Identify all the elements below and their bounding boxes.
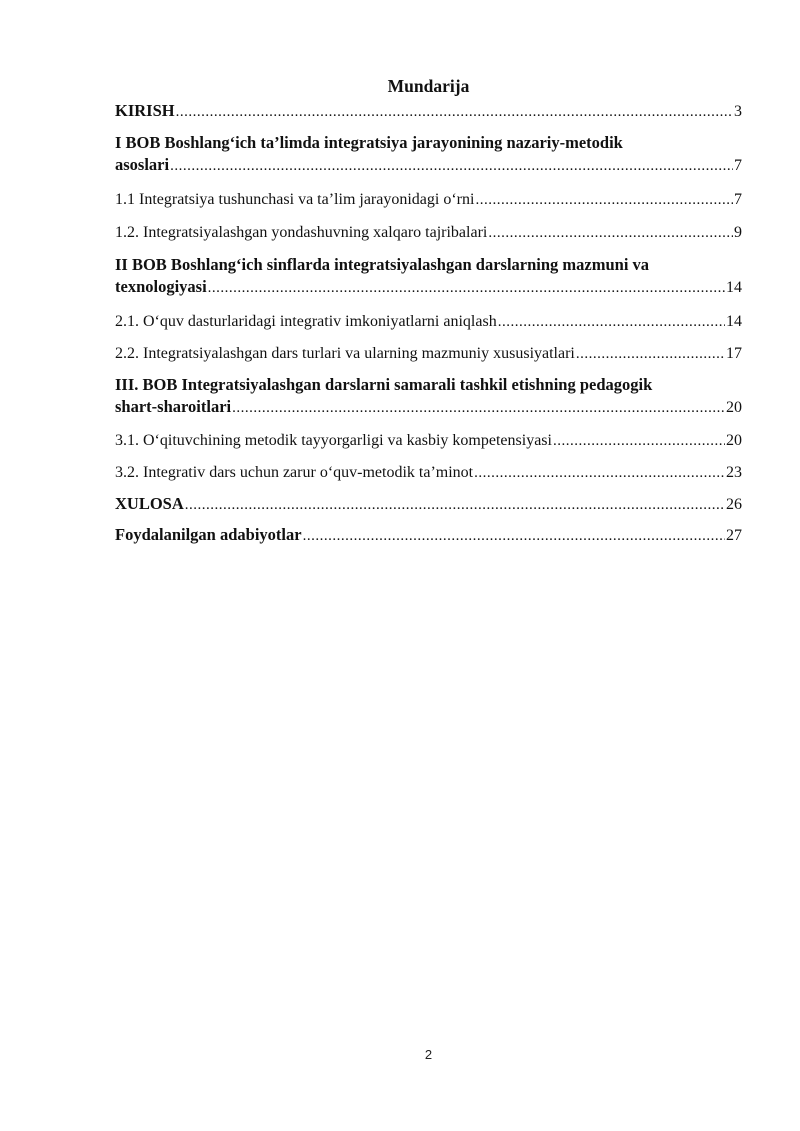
toc-page-number: 20 <box>726 399 742 416</box>
toc-leader-dots <box>488 222 733 244</box>
toc-entry-text: XULOSA <box>115 494 184 513</box>
toc-entry-first-line: I BOB Boshlang‘ich ta’limda integratsiya jarayonining nazariy-metodik <box>115 133 623 152</box>
toc-entry-first-line: III. BOB Integratsiyalashgan darslarni samarali tashkil etishning pedagogik <box>115 375 653 394</box>
toc-entry-chapter-1[interactable] <box>115 132 742 177</box>
toc-entry-text: Foydalanilgan adabiyotlar <box>115 525 302 544</box>
toc-entry-2-1[interactable] <box>115 311 742 333</box>
toc-page-number: 26 <box>726 496 742 513</box>
toc-entry-kirish[interactable] <box>115 100 742 123</box>
toc-entry-2-2[interactable] <box>115 343 742 365</box>
toc-entry-text: shart-sharoitlari <box>115 397 232 416</box>
toc-page-number: 3 <box>734 103 742 120</box>
toc-page-number: 14 <box>726 313 742 330</box>
toc-entry-text: 2.2. Integratsiyalashgan dars turlari va ularning mazmuniy xususiyatlari <box>115 345 575 362</box>
toc-entry-first-line: II BOB Boshlang‘ich sinflarda integratsiyalashgan darslarning mazmuni va <box>115 255 650 274</box>
toc-entry-chapter-2[interactable] <box>115 254 742 299</box>
toc-leader-dots <box>553 430 725 452</box>
toc-entry-3-2[interactable] <box>115 462 742 484</box>
toc-leader-dots <box>170 155 733 177</box>
toc-entry-3-1[interactable] <box>115 430 742 452</box>
toc-leader-dots <box>475 189 733 211</box>
toc-leader-dots <box>303 525 725 547</box>
toc-entry-xulosa[interactable] <box>115 493 742 516</box>
toc-leader-dots <box>208 277 725 299</box>
toc-entry-text: KIRISH <box>115 101 175 120</box>
toc-leader-dots <box>576 343 725 365</box>
toc-leader-dots <box>176 101 733 123</box>
toc-page-number: 14 <box>726 279 742 296</box>
toc-entry-text: 3.1. O‘qituvchining metodik tayyorgarligi va kasbiy kompetensiyasi <box>115 432 552 449</box>
toc-entry-text: 1.1 Integratsiya tushunchasi va ta’lim jarayonidagi o‘rni <box>115 191 475 208</box>
toc-page-number: 9 <box>734 224 742 241</box>
toc-leader-dots <box>498 311 725 333</box>
toc-title: Mundarija <box>387 76 470 96</box>
toc-page-number: 20 <box>726 432 742 449</box>
toc-entry-text: asoslari <box>115 155 170 174</box>
toc-page-number: 27 <box>726 527 742 544</box>
toc-entry-chapter-3[interactable] <box>115 374 742 419</box>
toc-page-number: 7 <box>734 191 742 208</box>
toc-leader-dots <box>232 397 725 419</box>
toc-entry-1-2[interactable] <box>115 222 742 244</box>
toc-page-number: 17 <box>726 345 742 362</box>
toc-leader-dots <box>474 462 725 484</box>
toc-entry-adabiyotlar[interactable] <box>115 524 742 547</box>
toc-page-number: 7 <box>734 157 742 174</box>
toc-entry-1-1[interactable] <box>115 189 742 211</box>
toc-entry-text: 3.2. Integrativ dars uchun zarur o‘quv-metodik ta’minot <box>115 464 474 481</box>
page-number-footer: 2 <box>424 1047 433 1062</box>
toc-entry-text: 1.2. Integratsiyalashgan yondashuvning xalqaro tajribalari <box>115 224 488 241</box>
toc-entry-text: texnologiyasi <box>115 277 207 296</box>
toc-leader-dots <box>185 494 725 516</box>
toc-page-number: 23 <box>726 464 742 481</box>
toc-entry-text: 2.1. O‘quv dasturlaridagi integrativ imkoniyatlarni aniqlash <box>115 313 497 330</box>
